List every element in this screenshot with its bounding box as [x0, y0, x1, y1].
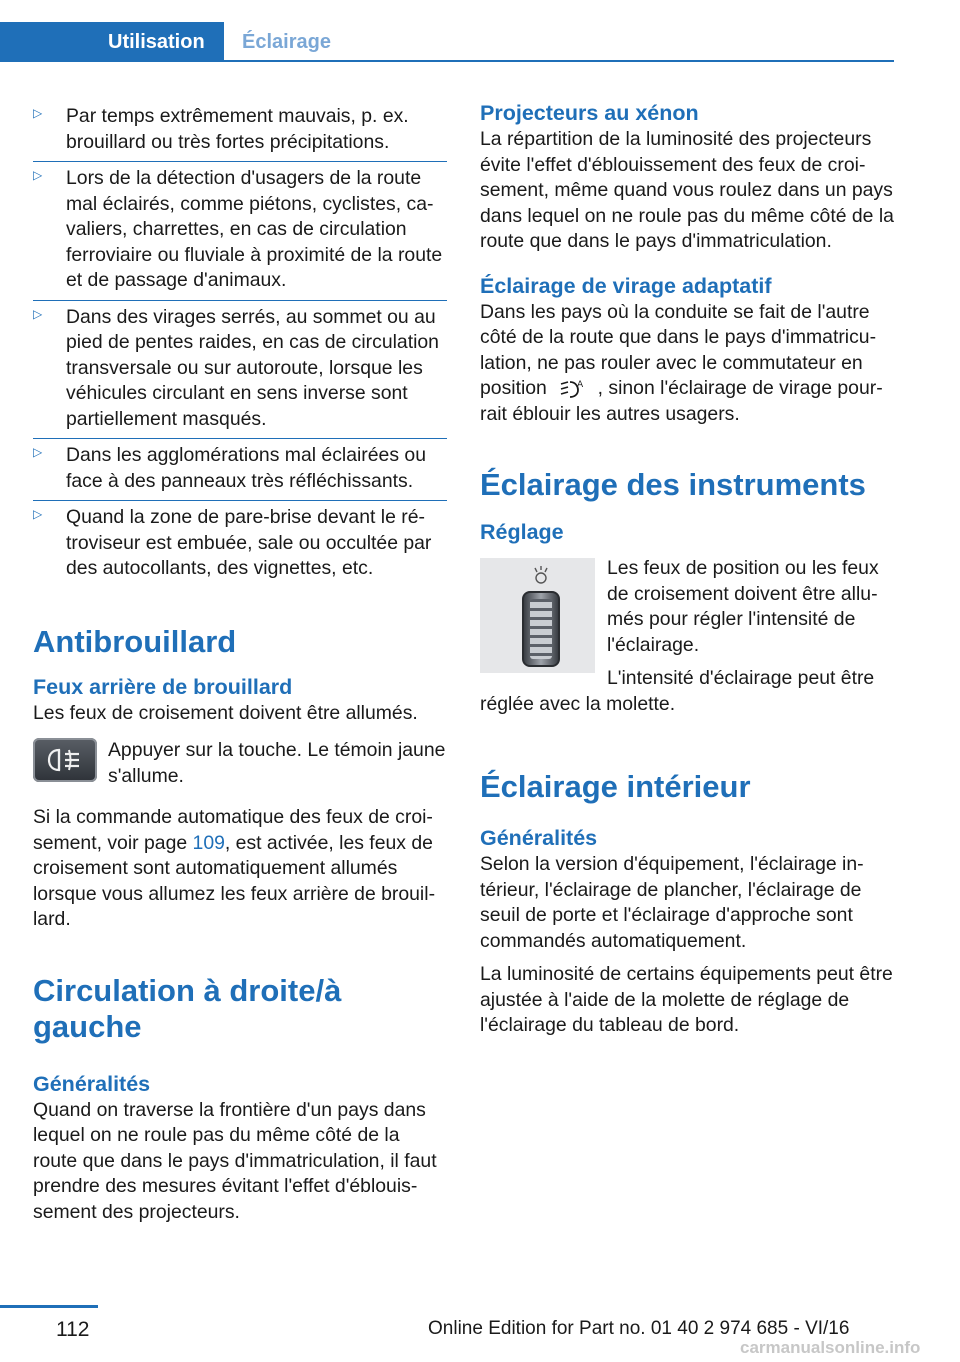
- list-item: ▷ Par temps extrêmement mauvais, p. ex. brouillard ou très fortes précipitations.: [33, 100, 447, 162]
- triangle-bullet-icon: ▷: [33, 507, 43, 521]
- fog-light-button-image: [33, 738, 97, 782]
- subheading-generalites: Généralités: [33, 1071, 151, 1096]
- list-item: ▷ Dans des virages serrés, au sommet ou au pied de pentes raides, en cas de circulation transversale ou sur autoroute, lorsque les véhicules circulant en sens inverse sont partiellement masqués.: [33, 301, 447, 440]
- paragraph: Les feux de position ou les feux de croisement doivent être allumés pour régler l'intensité de l'éclairage.: [607, 557, 879, 656]
- subheading-xenon: Projecteurs au xénon: [480, 101, 699, 125]
- dimmer-wheel: [522, 591, 560, 667]
- heading-eclairage-interieur: Éclairage intérieur: [480, 769, 751, 804]
- paragraph: L'intensité d'éclairage peut être réglée avec la molette.: [480, 667, 875, 715]
- paragraph: Quand on traverse la frontière d'un pays dans lequel on ne roule pas du même côté de la route que dans le pays d'immatriculation, il faut prendre des mesures évitant l'effet d'éblouissement des projecteurs.: [33, 1098, 437, 1223]
- page-reference-link[interactable]: 109: [192, 831, 225, 854]
- header-divider: [224, 60, 894, 62]
- footer-divider: [0, 1305, 98, 1308]
- paragraph: Selon la version d'équipement, l'éclairage intérieur, l'éclairage de plancher, l'éclairage de seuil de porte et l'éclairage d'approche sont commandés automatiquement.: [480, 853, 864, 952]
- paragraph: Appuyer sur la touche. Le témoin jaune s'allume.: [108, 739, 446, 787]
- fog-light-instruction: [33, 738, 447, 797]
- page-header: [0, 0, 960, 62]
- section-tab-utilisation[interactable]: Utilisation: [0, 22, 224, 62]
- paragraph: La répartition de la luminosité des projecteurs évite l'effet d'éblouissement des feux de croisement, même quand vous roulez dans un pays dans lequel on ne roule pas du même côté de la route que dans le pays d'immatriculation.: [480, 128, 894, 252]
- subheading-virage-adaptatif: Éclairage de virage adaptatif: [480, 273, 772, 298]
- paragraph: Si la commande automatique des feux de croisement, voir page 109, est activée, les feux de croisement sont automatiquement allumés lorsque vous allumez les feux arrière de brouillard.: [33, 806, 436, 930]
- subheading-generalites: Généralités: [480, 826, 598, 850]
- paragraph: Dans les pays où la conduite se fait de l'autre côté de la route que dans le pays d'immatriculation, ne pas rouler avec le commutateur en position A , sinon l'éclairage de virage pourrait éblouir les autres usagers.: [480, 300, 883, 425]
- heading-antibrouillard: Antibrouillard: [33, 623, 237, 659]
- subheading-feux-arriere: Feux arrière de brouillard: [33, 674, 293, 699]
- left-column: [33, 100, 447, 1233]
- triangle-bullet-icon: ▷: [33, 445, 43, 459]
- svg-text:A: A: [577, 379, 584, 390]
- section-tab-eclairage[interactable]: Éclairage: [242, 31, 331, 53]
- triangle-bullet-icon: ▷: [33, 106, 43, 120]
- list-item: ▷ Quand la zone de pare-brise devant le rétroviseur est embuée, sale ou occultée par des autocollants, des vignettes, etc.: [33, 506, 432, 579]
- subheading-reglage: Réglage: [480, 520, 564, 544]
- list-item: ▷ Lors de la détection d'usagers de la route mal éclairés, comme piétons, cyclistes, cavaliers, charrettes, en cas de circulation ferroviaire ou fluviale à proximité de la route et de passage d'animaux.: [33, 162, 447, 301]
- dimmer-wheel-image: [480, 558, 595, 673]
- watermark: carmanualsonline.info: [740, 1338, 921, 1357]
- heading-eclairage-instruments: Éclairage des instruments: [480, 467, 866, 502]
- triangle-bullet-icon: ▷: [33, 168, 43, 182]
- rear-fog-light-icon: [45, 746, 85, 774]
- paragraph: La luminosité de certains équipements peut être ajustée à l'aide de la molette de réglage de l'éclairage du tableau de bord.: [480, 963, 893, 1036]
- right-column: [480, 100, 898, 1047]
- instrument-lighting-block: [480, 556, 898, 717]
- headlight-switch-position-icon: [558, 378, 586, 400]
- triangle-bullet-icon: ▷: [33, 306, 43, 321]
- paragraph: Les feux de croisement doivent être allumés.: [33, 701, 418, 724]
- list-item: ▷ Dans les agglomérations mal éclairées ou face à des panneaux très réfléchissants.: [33, 439, 447, 501]
- heading-circulation: Circulation à droite/à gauche: [33, 972, 342, 1044]
- instrument-lighting-icon: [530, 564, 552, 586]
- edition-info: Online Edition for Part no. 01 40 2 974 685 - VI/16: [428, 1318, 850, 1339]
- page-number: 112: [56, 1318, 90, 1341]
